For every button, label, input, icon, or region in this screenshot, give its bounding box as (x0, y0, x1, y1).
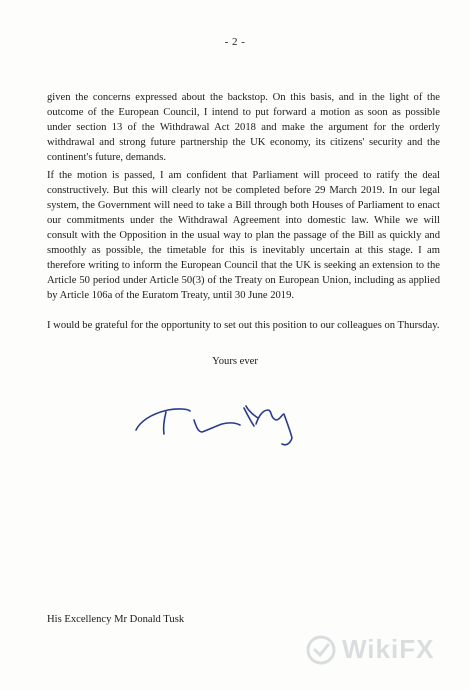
paragraph-extension-request: If the motion is passed, I am confident that Parliament will proceed to ratify the deal constructively. But this will clearly not be completed before 29 March 2019. In our legal system, the Government will need to take a Bill through both Houses of Parliament to enact our commitments under the Withdrawal Agreement into domestic law. While we will consult with the Opposition in the usual way to plan the passage of the Bill as quickly and smoothly as possible, the timetable for this is inevitably uncertain at this stage. I am therefore writing to inform the European Council that the UK is seeking an extension to the Article 50 period under Article 50(3) of the Treaty on European Union, including as applied by Article 106a of the Euratom Treaty, until 30 June 2019. (47, 170, 440, 301)
watermark (306, 634, 434, 665)
paragraph-closing-request: I would be grateful for the opportunity to set out this position to our colleagues on Thursday. (47, 320, 440, 331)
addressee: His Excellency Mr Donald Tusk (47, 614, 185, 625)
signature-graphic (130, 392, 320, 452)
page-number: - 2 - (224, 36, 246, 48)
handwritten-signature (130, 392, 320, 457)
paragraph-backstop-motion: given the concerns expressed about the backstop. On this basis, and in the light of the outcome of the European Council, I intend to put forward a motion as soon as possible under section 13 of the Withdrawal Act 2018 and make the argument for the orderly withdrawal and strong future partnership the UK economy, its citizens' security and the continent's future, demands. (47, 92, 440, 163)
watermark-logo-icon (306, 635, 336, 665)
watermark-text: WikiFX (342, 634, 435, 664)
closing-salutation: Yours ever (212, 356, 258, 367)
